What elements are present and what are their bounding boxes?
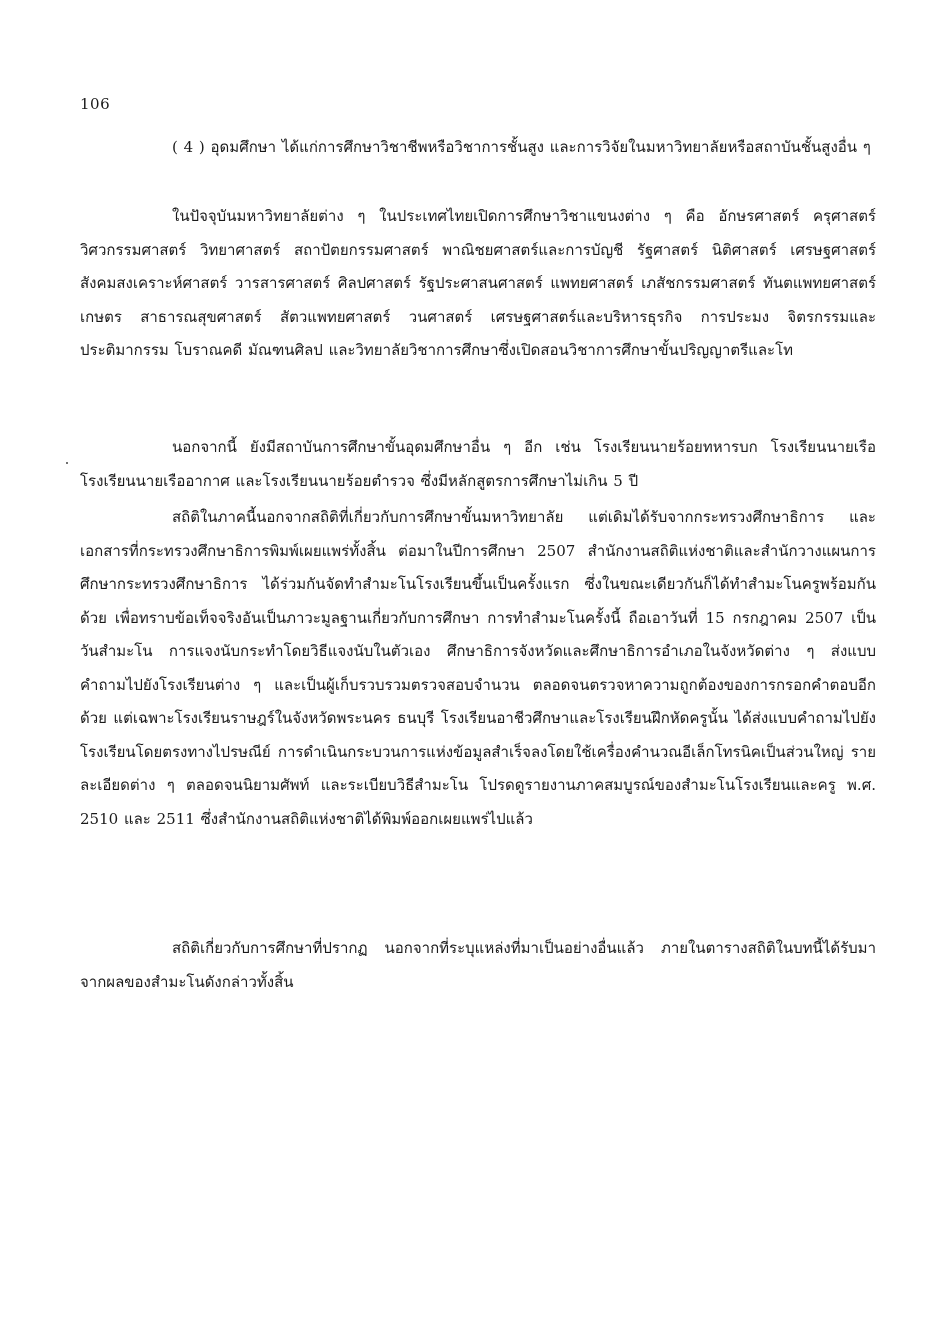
- paragraph-census-results: [80, 932, 876, 999]
- paragraph-other-institutions: [80, 431, 876, 498]
- paragraph-university-fields: [80, 200, 876, 368]
- paragraph-statistics-sources: [80, 501, 876, 836]
- paragraph-text: ในปัจจุบันมหาวิทยาลัยต่าง ๆ ในประเทศไทยเปิดการศึกษาวิชาแขนงต่าง ๆ คือ อักษรศาสตร์ ครุศาสตร์ วิศวกรรมศาสตร์ วิทยาศาสตร์ สถาปัตยกรรมศาสตร์ พาณิชยศาสตร์และการบัญชี รัฐศาสตร์ นิติศาสตร์ เศรษฐศาสตร์ สังคมสงเคราะห์ศาสตร์ วารสารศาสตร์ ศิลปศาสตร์ รัฐประศาสนศาสตร์ แพทยศาสตร์ เภสัชกรรมศาสตร์ ทันตแพทยศาสตร์ เกษตร สาธารณสุขศาสตร์ สัตวแพทยศาสตร์ วนศาสตร์ เศรษฐศาสตร์และบริหารธุรกิจ การประมง จิตรกรรมและประติมากรรม โบราณคดี มัณฑนศิลป และวิทยาลัยวิชาการศึกษาซึ่งเปิดสอนวิชาการศึกษาขั้นปริญญาตรีและโท: [80, 207, 876, 359]
- paragraph-text: สถิติเกี่ยวกับการศึกษาที่ปรากฏ นอกจากที่ระบุแหล่งที่มาเป็นอย่างอื่นแล้ว ภายในตารางสถิติในบทนี้ได้รับมาจากผลของสำมะโนดังกล่าวทั้งสิ้น: [80, 939, 876, 991]
- page-number: 106: [80, 95, 111, 113]
- paragraph-text: ( 4 ) อุดมศึกษา ได้แก่การศึกษาวิชาชีพหรือวิชาการชั้นสูง และการวิจัยในมหาวิทยาลัยหรือสถาบันชั้นสูงอื่น ๆ: [172, 138, 871, 156]
- paragraph-text: นอกจากนี้ ยังมีสถาบันการศึกษาขั้นอุดมศึกษาอื่น ๆ อีก เช่น โรงเรียนนายร้อยทหารบก โรงเรียนนายเรือ โรงเรียนนายเรืออากาศ และโรงเรียนนายร้อยตำรวจ ซึ่งมีหลักสูตรการศึกษาไม่เกิน 5 ปี: [80, 438, 876, 490]
- paragraph-higher-education: [80, 131, 876, 165]
- paragraph-text: สถิติในภาคนี้นอกจากสถิติที่เกี่ยวกับการศึกษาขั้นมหาวิทยาลัย แต่เดิมได้รับจากกระทรวงศึกษาธิการ และเอกสารที่กระทรวงศึกษาธิการพิมพ์เผยแพร่ทั้งสิ้น ต่อมาในปีการศึกษา 2507 สำนักงานสถิติแห่งชาติและสำนักวางแผนการศึกษากระทรวงศึกษาธิการ ได้ร่วมกันจัดทำสำมะโนโรงเรียนขึ้นเป็นครั้งแรก ซึ่งในขณะเดียวกันก็ได้ทำสำมะโนครูพร้อมกันด้วย เพื่อทราบข้อเท็จจริงอันเป็นภาวะมูลฐานเกี่ยวกับการศึกษา การทำสำมะโนครั้งนี้ ถือเอาวันที่ 15 กรกฎาคม 2507 เป็นวันสำมะโน การแจงนับกระทำโดยวิธีแจงนับในตัวเอง ศึกษาธิการจังหวัดและศึกษาธิการอำเภอในจังหวัดต่าง ๆ ส่งแบบคำถามไปยังโรงเรียนต่าง ๆ และเป็นผู้เก็บรวบรวมตรวจสอบจำนวน ตลอดจนตรวจหาความถูกต้องของการกรอกคำตอบอีกด้วย แต่เฉพาะโรงเรียนราษฎร์ในจังหวัดพระนคร ธนบุรี โรงเรียนอาชีวศึกษาและโรงเรียนฝึกหัดครูนั้น ได้ส่งแบบคำถามไปยังโรงเรียนโดยตรงทางไปรษณีย์ การดำเนินกระบวนการแห่งข้อมูลสำเร็จลงโดยใช้เครื่องคำนวณอีเล็กโทรนิคเป็นส่วนใหญ่ รายละเอียดต่าง ๆ ตลอดจนนิยามศัพท์ และระเบียบวิธีสำมะโน โปรดดูรายงานภาคสมบูรณ์ของสำมะโนโรงเรียนและครู พ.ศ. 2510 และ 2511 ซึ่งสำนักงานสถิติแห่งชาติได้พิมพ์ออกเผยแพร่ไปแล้ว: [80, 508, 876, 828]
- scan-speck: [66, 462, 68, 464]
